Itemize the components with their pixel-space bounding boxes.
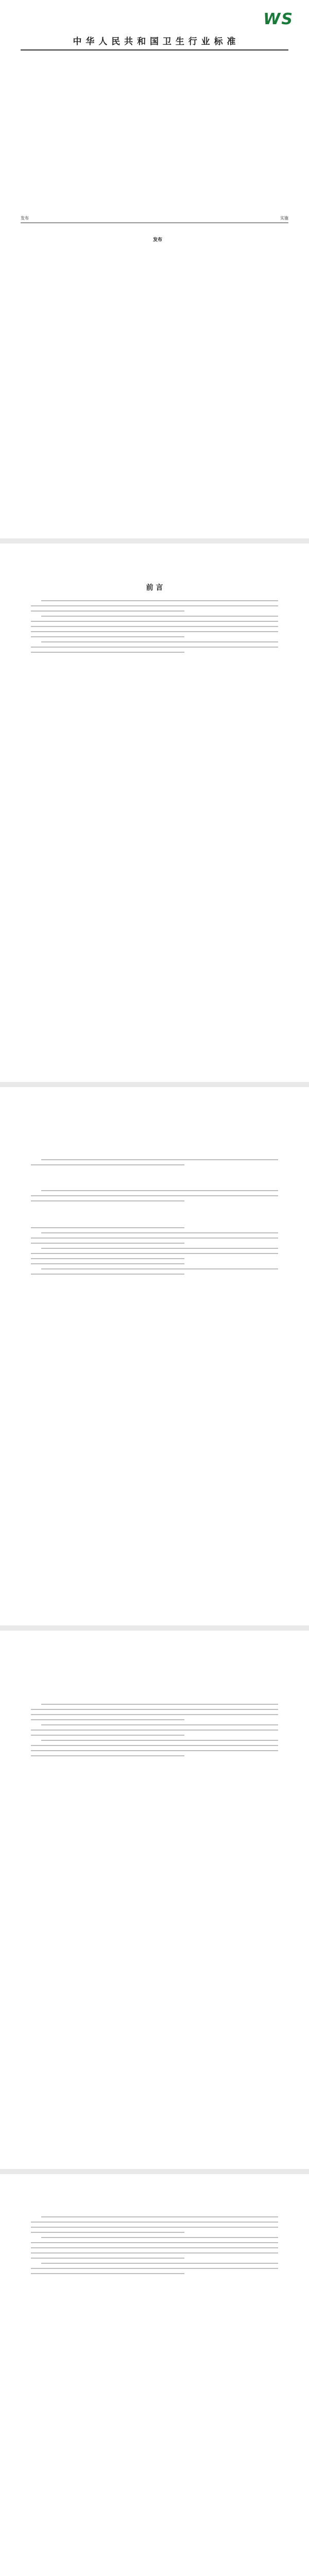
implement-date <box>280 215 288 221</box>
body-page-1 <box>0 1087 309 1625</box>
implement-label: 实施 <box>280 216 288 221</box>
terms-text <box>31 1227 278 1279</box>
issuer-publish-label: 发布 <box>153 238 163 243</box>
issuer <box>0 236 309 243</box>
body-page-2 <box>0 1631 309 2169</box>
scope-text <box>31 1159 278 1170</box>
heading-rule <box>21 49 288 50</box>
management-text <box>31 2216 278 2278</box>
assessment-text <box>31 1704 278 1760</box>
normative-refs-text <box>31 1190 278 1206</box>
publish-label: 发布 <box>21 216 29 221</box>
cover-page <box>0 0 309 538</box>
foreword-title: 前 言 <box>146 584 163 592</box>
industry-standard-heading: 中 华 人 民 共 和 国 卫 生 行 业 标 准 <box>73 37 236 47</box>
publish-date <box>21 215 29 221</box>
body-page-3 <box>0 2174 309 2576</box>
ws-logo: WS <box>263 10 294 28</box>
foreword-page <box>0 544 309 1082</box>
foreword-text <box>31 600 278 657</box>
